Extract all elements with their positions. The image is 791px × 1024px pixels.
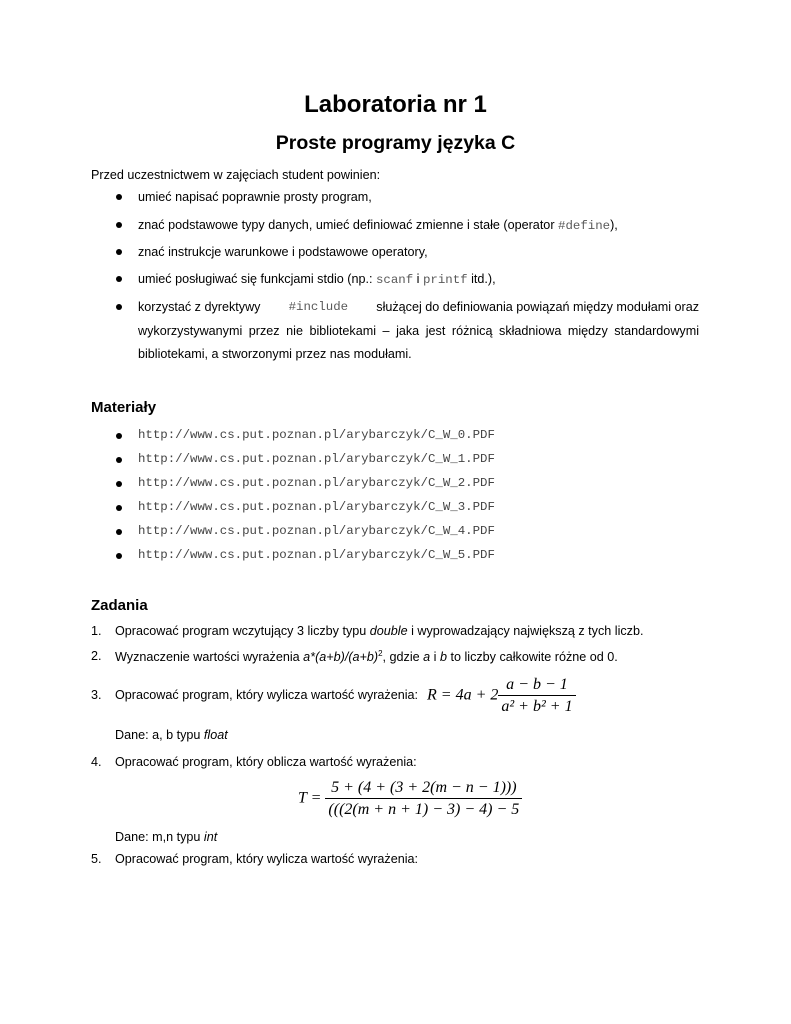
requirement-text: umieć posługiwać się funkcjami stdio (np.: (138, 272, 376, 286)
requirement-text-line: bibliotekami, a stworzonymi przez nas modułami. (138, 347, 412, 361)
page-title: Laboratoria nr 1 (304, 91, 487, 118)
page-subtitle: Proste programy języka C (275, 132, 516, 154)
requirement-item (138, 218, 618, 233)
requirement-text: służącej do definiowania powiązań między modułami oraz (376, 300, 699, 314)
task-3-given (115, 728, 228, 742)
task-number: 3. (91, 688, 102, 702)
formula-t (298, 779, 522, 819)
tasks-heading: Zadania (91, 597, 148, 614)
code-include: #include (288, 300, 349, 314)
material-link[interactable]: http://www.cs.put.poznan.pl/arybarczyk/C_W_5.PDF (138, 548, 495, 562)
bullet-icon (116, 505, 122, 511)
requirement-item: umieć napisać poprawnie prosty program, (138, 190, 372, 204)
formula-lhs: R = 4a + 2 (427, 686, 499, 704)
requirement-text: i (413, 272, 423, 286)
requirement-text: znać podstawowe typy danych, umieć definiować zmienne i stałe (operator (138, 218, 559, 232)
code-scanf: scanf (375, 273, 414, 287)
variable: b (439, 650, 447, 665)
requirement-text: ), (610, 218, 618, 232)
bullet-icon (116, 304, 122, 310)
type-name: double (369, 624, 408, 638)
numerator: a − b − 1 (498, 676, 575, 696)
task-4-text: Opracować program, który oblicza wartość wyrażenia: (115, 755, 417, 769)
task-text: i (430, 650, 440, 665)
materials-heading: Materiały (91, 399, 157, 416)
bullet-icon (116, 276, 122, 282)
task-text: to liczby całkowite różne od 0. (446, 650, 618, 665)
code-define: #define (558, 219, 611, 233)
task-number: 1. (91, 624, 102, 638)
variable: a (423, 650, 431, 665)
task-3-text: Opracować program, który wylicza wartość wyrażenia: (115, 688, 419, 702)
material-link[interactable]: http://www.cs.put.poznan.pl/arybarczyk/C_W_1.PDF (138, 452, 495, 466)
task-text: i wyprowadzający największą z tych liczb. (407, 624, 644, 638)
task-5-text: Opracować program, który wylicza wartość wyrażenia: (115, 852, 419, 866)
requirement-item (138, 300, 699, 314)
superscript: 2 (378, 649, 383, 658)
requirement-item (138, 272, 496, 287)
type-name: float (203, 728, 228, 742)
task-1 (115, 624, 643, 638)
task-4-given (115, 830, 217, 844)
task-number: 5. (91, 852, 102, 866)
denominator: (((2(m + n + 1) − 3) − 4) − 5 (328, 801, 520, 818)
material-link[interactable]: http://www.cs.put.poznan.pl/arybarczyk/C_W_0.PDF (138, 428, 495, 442)
requirement-item: znać instrukcje warunkowe i podstawowe operatory, (138, 245, 428, 259)
task-text: , gdzie (382, 650, 424, 665)
task-text: Opracować program wczytujący 3 liczby typu (115, 624, 370, 638)
fraction (498, 676, 575, 716)
bullet-icon (116, 553, 122, 559)
bullet-icon (116, 457, 122, 463)
task-text: Dane: m,n typu (115, 830, 204, 844)
bullet-icon (116, 249, 122, 255)
formula-lhs: T = (298, 789, 322, 807)
task-number: 2. (91, 649, 102, 663)
formula-r (427, 676, 576, 716)
task-text: Dane: a, b typu (115, 728, 204, 742)
code-printf: printf (422, 273, 468, 287)
bullet-icon (116, 194, 122, 200)
type-name: int (203, 830, 218, 844)
task-number: 4. (91, 755, 102, 769)
bullet-icon (116, 222, 122, 228)
bullet-icon (116, 433, 122, 439)
requirement-text: itd.), (467, 272, 496, 286)
requirement-text: korzystać z dyrektywy (138, 300, 261, 314)
material-link[interactable]: http://www.cs.put.poznan.pl/arybarczyk/C_W_4.PDF (138, 524, 495, 538)
expression: a*(a+b)/(a+b) (303, 650, 379, 665)
material-link[interactable]: http://www.cs.put.poznan.pl/arybarczyk/C_W_2.PDF (138, 476, 495, 490)
bullet-icon (116, 529, 122, 535)
material-link[interactable]: http://www.cs.put.poznan.pl/arybarczyk/C_W_3.PDF (138, 500, 495, 514)
numerator: 5 + (4 + (3 + 2(m − n − 1))) (325, 779, 522, 799)
bullet-icon (116, 481, 122, 487)
task-2 (115, 649, 618, 664)
intro-text: Przed uczestnictwem w zajęciach student powinien: (91, 168, 381, 182)
task-text: Wyznaczenie wartości wyrażenia (115, 650, 304, 665)
denominator: a² + b² + 1 (501, 698, 573, 715)
requirement-text-line: wykorzystywanymi przez nie bibliotekami – jaka jest różnicą składniowa między standardowymi (138, 324, 699, 338)
fraction (325, 779, 522, 819)
